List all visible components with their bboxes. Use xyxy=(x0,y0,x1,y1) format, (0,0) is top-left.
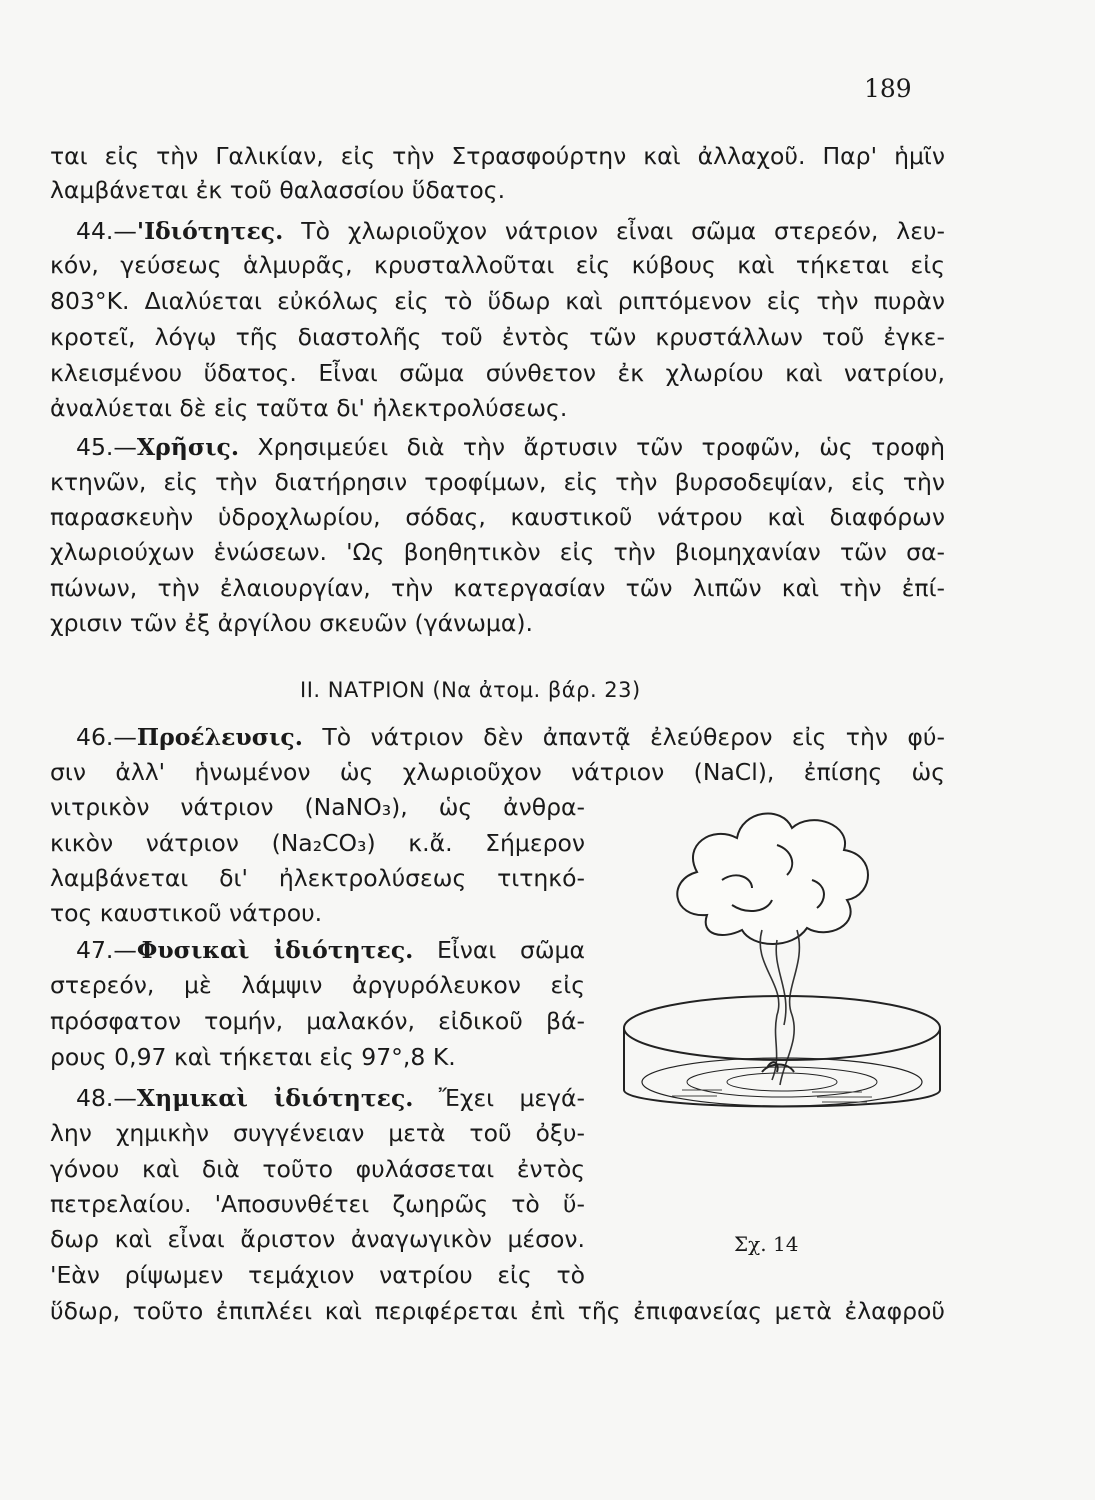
paragraph-number: 44.— xyxy=(76,217,137,245)
paragraph-heading: 'Ιδιότητες. xyxy=(136,217,284,245)
paragraph-text: Χρησιμεύει διὰ τὴν ἄρτυσιν τῶν τροφῶν, ὡς τροφὴ xyxy=(257,433,945,461)
text-line: πρόσφατον τομήν, μαλακόν, εἰδικοῦ βά- xyxy=(50,1007,585,1035)
text-line: ἀναλύεται δὲ εἰς ταῦτα δι' ἠλεκτρολύσεως. xyxy=(50,394,568,422)
text-line: παρασκευὴν ὑδροχλωρίου, σόδας, καυστικοῦ νάτρου καὶ διαφόρων xyxy=(50,503,945,531)
paragraph-heading: Χημικαὶ ἰδιότητες. xyxy=(136,1084,414,1112)
text-line: λαμβάνεται ἐκ τοῦ θαλασσίου ὕδατος. xyxy=(50,176,506,204)
text-line: σιν ἀλλ' ἡνωμένον ὡς χλωριοῦχον νάτριον (NaCl), ἐπίσης ὡς xyxy=(50,758,945,786)
figure-caption: Σχ. 14 xyxy=(734,1232,799,1256)
text-line: πετρελαίου. 'Αποσυνθέτει ζωηρῶς τὸ ὕ- xyxy=(50,1190,585,1218)
paragraph-heading: Χρῆσις. xyxy=(136,433,240,461)
paragraph-heading: Φυσικαὶ ἰδιότητες. xyxy=(136,936,414,964)
text-line: κικὸν νάτριον (Na₂CO₃) κ.ἄ. Σήμερον xyxy=(50,829,585,857)
paragraph-45-first-line xyxy=(76,432,945,462)
text-line: λην χημικὴν συγγένειαν μετὰ τοῦ ὀξυ- xyxy=(50,1119,585,1147)
sodium-piece xyxy=(762,1062,794,1072)
text-line: γόνου καὶ διὰ τοῦτο φυλάσσεται ἐντὸς xyxy=(50,1155,585,1183)
paragraph-text: Ἔχει μεγά- xyxy=(438,1084,585,1112)
sodium-reaction-illustration xyxy=(612,800,952,1130)
paragraph-number: 48.— xyxy=(76,1084,137,1112)
paragraph-48-first-line xyxy=(76,1083,585,1113)
paragraph-46-first-line xyxy=(76,722,945,752)
paragraph-text: Τὸ νάτριον δὲν ἀπαντᾷ ἐλεύθερον εἰς τὴν φύ- xyxy=(322,723,945,751)
section-heading: ΙΙ. ΝΑΤΡΙΟΝ (Να ἀτομ. βάρ. 23) xyxy=(300,678,641,702)
paragraph-heading: Προέλευσις. xyxy=(136,723,303,751)
text-line: λαμβάνεται δι' ἠλεκτρολύσεως τιτηκό- xyxy=(50,864,585,892)
paragraph-number: 45.— xyxy=(76,433,137,461)
paragraph-number: 47.— xyxy=(76,936,137,964)
text-line: στερεόν, μὲ λάμψιν ἀργυρόλευκον εἰς xyxy=(50,971,585,999)
text-line: κόν, γεύσεως ἁλμυρᾶς, κρυσταλλοῦται εἰς κύβους καὶ τήκεται εἰς xyxy=(50,251,945,279)
text-line: κλεισμένου ὕδατος. Εἶναι σῶμα σύνθετον ἐκ χλωρίου καὶ νατρίου, xyxy=(50,359,945,387)
text-line: 'Εὰν ρίψωμεν τεμάχιον νατρίου εἰς τὸ xyxy=(50,1261,585,1289)
text-line: κτηνῶν, εἰς τὴν διατήρησιν τροφίμων, εἰς τὴν βυρσοδεψίαν, εἰς τὴν xyxy=(50,468,945,496)
paragraph-text: Εἶναι σῶμα xyxy=(436,936,585,964)
text-line: πώνων, τὴν ἐλαιουργίαν, τὴν κατεργασίαν τῶν λιπῶν καὶ τὴν ἐπί- xyxy=(50,574,945,602)
text-line: ται εἰς τὴν Γαλικίαν, εἰς τὴν Στρασφούρτην καὶ ἀλλαχοῦ. Παρ' ἡμῖν xyxy=(50,142,945,170)
paragraph-47-first-line xyxy=(76,935,585,965)
paragraph-number: 46.— xyxy=(76,723,137,751)
text-line: ρους 0,97 καὶ τήκεται εἰς 97°,8 Κ. xyxy=(50,1043,456,1071)
text-line: δωρ καὶ εἶναι ἄριστον ἀναγωγικὸν μέσον. xyxy=(50,1225,585,1253)
text-line: χρισιν τῶν ἐξ ἀργίλου σκευῶν (γάνωμα). xyxy=(50,609,533,637)
text-line: ὕδωρ, τοῦτο ἐπιπλέει καὶ περιφέρεται ἐπὶ τῆς ἐπιφανείας μετὰ ἐλαφροῦ xyxy=(50,1297,945,1325)
text-line: νιτρικὸν νάτριον (NaNO₃), ὡς ἀνθρα- xyxy=(50,793,585,821)
text-line: κροτεῖ, λόγῳ τῆς διαστολῆς τοῦ ἐντὸς τῶν κρυστάλλων τοῦ ἐγκε- xyxy=(50,323,945,351)
text-line: χλωριούχων ἑνώσεων. 'Ως βοηθητικὸν εἰς τὴν βιομηχανίαν τῶν σα- xyxy=(50,538,945,566)
text-line: 803°Κ. Διαλύεται εὐκόλως εἰς τὸ ὕδωρ καὶ ριπτόμενον εἰς τὴν πυρὰν xyxy=(50,287,945,315)
paragraph-text: Τὸ χλωριοῦχον νάτριον εἶναι σῶμα στερεόν, λευ- xyxy=(301,217,945,245)
paragraph-44-first-line xyxy=(76,216,945,246)
text-line: τος καυστικοῦ νάτρου. xyxy=(50,899,323,927)
page-number: 189 xyxy=(864,74,912,103)
